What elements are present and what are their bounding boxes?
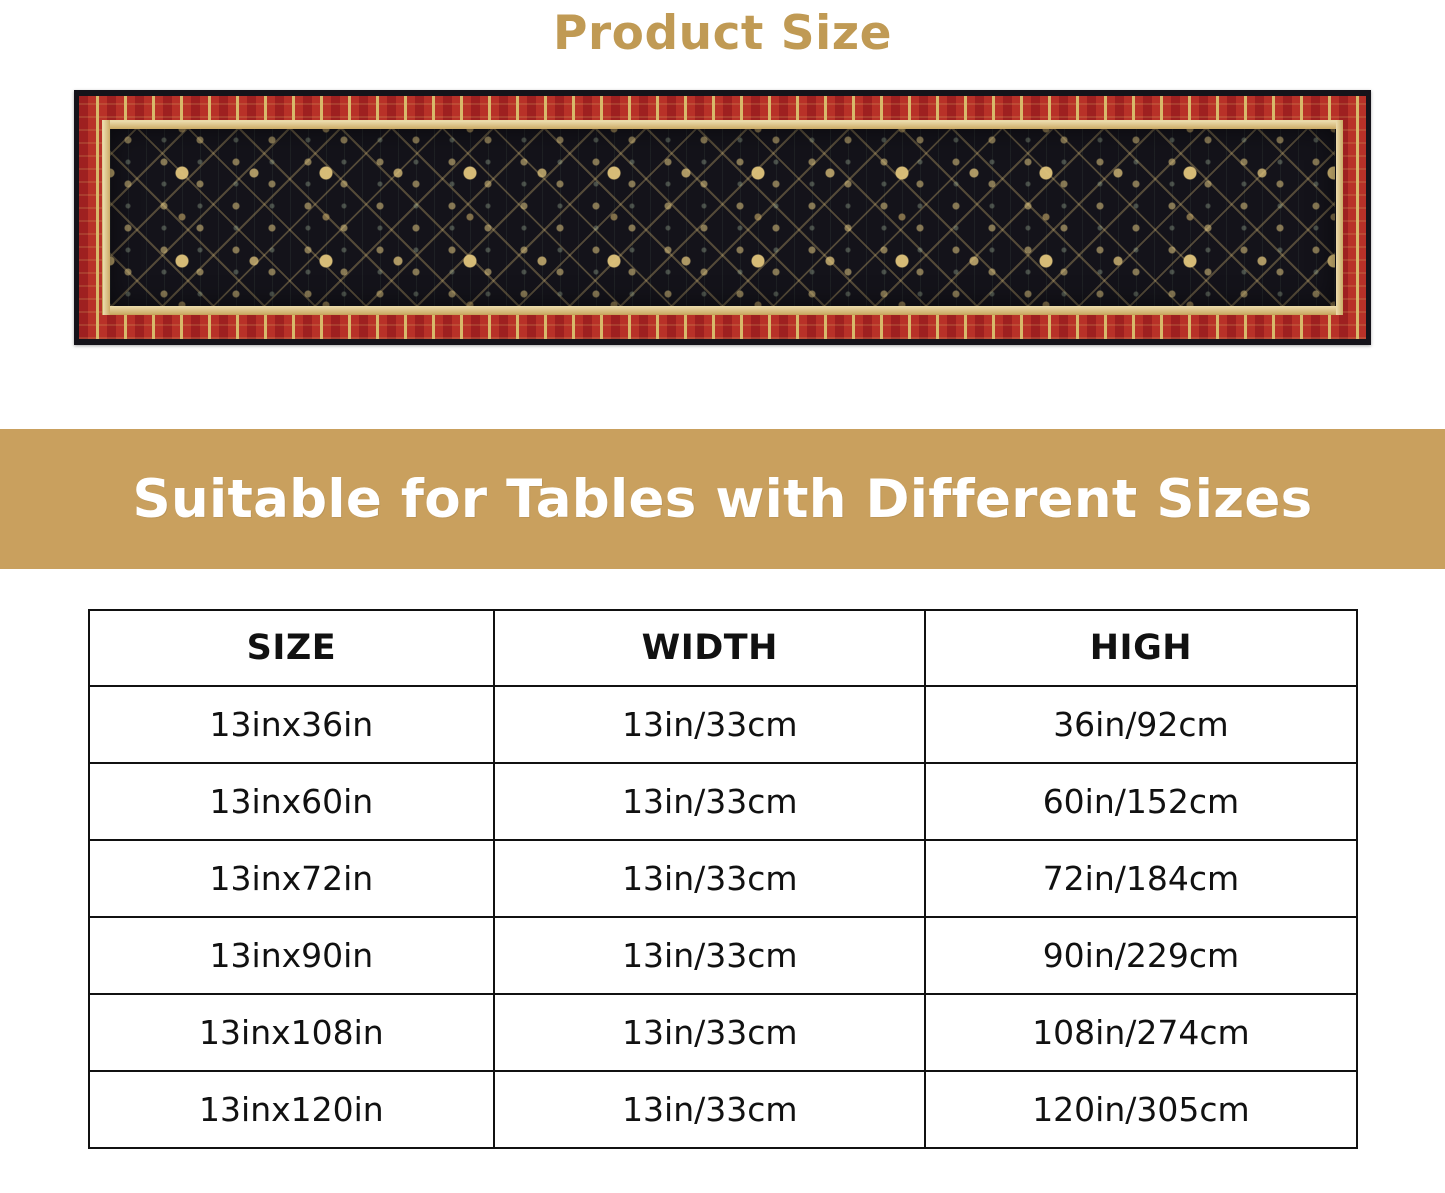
table-runner-illustration xyxy=(74,90,1371,345)
cell-size: 13inx60in xyxy=(89,763,495,840)
banner-title: Suitable for Tables with Different Sizes xyxy=(132,468,1313,530)
cell-size: 13inx108in xyxy=(89,994,495,1071)
size-table-container xyxy=(88,609,1358,1149)
cell-width: 13in/33cm xyxy=(494,840,925,917)
table-row xyxy=(89,763,1357,840)
runner-band-right xyxy=(1336,120,1343,315)
table-row xyxy=(89,840,1357,917)
cell-high: 60in/152cm xyxy=(925,763,1356,840)
table-header-row xyxy=(89,610,1357,686)
cell-high: 120in/305cm xyxy=(925,1071,1356,1148)
cell-size: 13inx90in xyxy=(89,917,495,994)
cell-high: 36in/92cm xyxy=(925,686,1356,763)
runner-band-top xyxy=(104,121,1343,129)
cell-size: 13inx72in xyxy=(89,840,495,917)
table-row xyxy=(89,1071,1357,1148)
cell-width: 13in/33cm xyxy=(494,917,925,994)
table-row xyxy=(89,686,1357,763)
cell-size: 13inx36in xyxy=(89,686,495,763)
cell-high: 90in/229cm xyxy=(925,917,1356,994)
runner-band-bottom xyxy=(104,306,1343,314)
cell-width: 13in/33cm xyxy=(494,994,925,1071)
column-header-size: SIZE xyxy=(89,610,495,686)
column-header-high: HIGH xyxy=(925,610,1356,686)
runner-band-left xyxy=(103,120,110,315)
runner-pattern-field xyxy=(110,129,1335,306)
table-row xyxy=(89,917,1357,994)
cell-high: 72in/184cm xyxy=(925,840,1356,917)
cell-width: 13in/33cm xyxy=(494,686,925,763)
product-image xyxy=(74,90,1371,345)
column-header-width: WIDTH xyxy=(494,610,925,686)
section-banner xyxy=(0,429,1445,569)
page-title: Product Size xyxy=(553,6,892,61)
size-table xyxy=(88,609,1358,1149)
cell-size: 13inx120in xyxy=(89,1071,495,1148)
cell-width: 13in/33cm xyxy=(494,1071,925,1148)
cell-width: 13in/33cm xyxy=(494,763,925,840)
table-row xyxy=(89,994,1357,1071)
cell-high: 108in/274cm xyxy=(925,994,1356,1071)
